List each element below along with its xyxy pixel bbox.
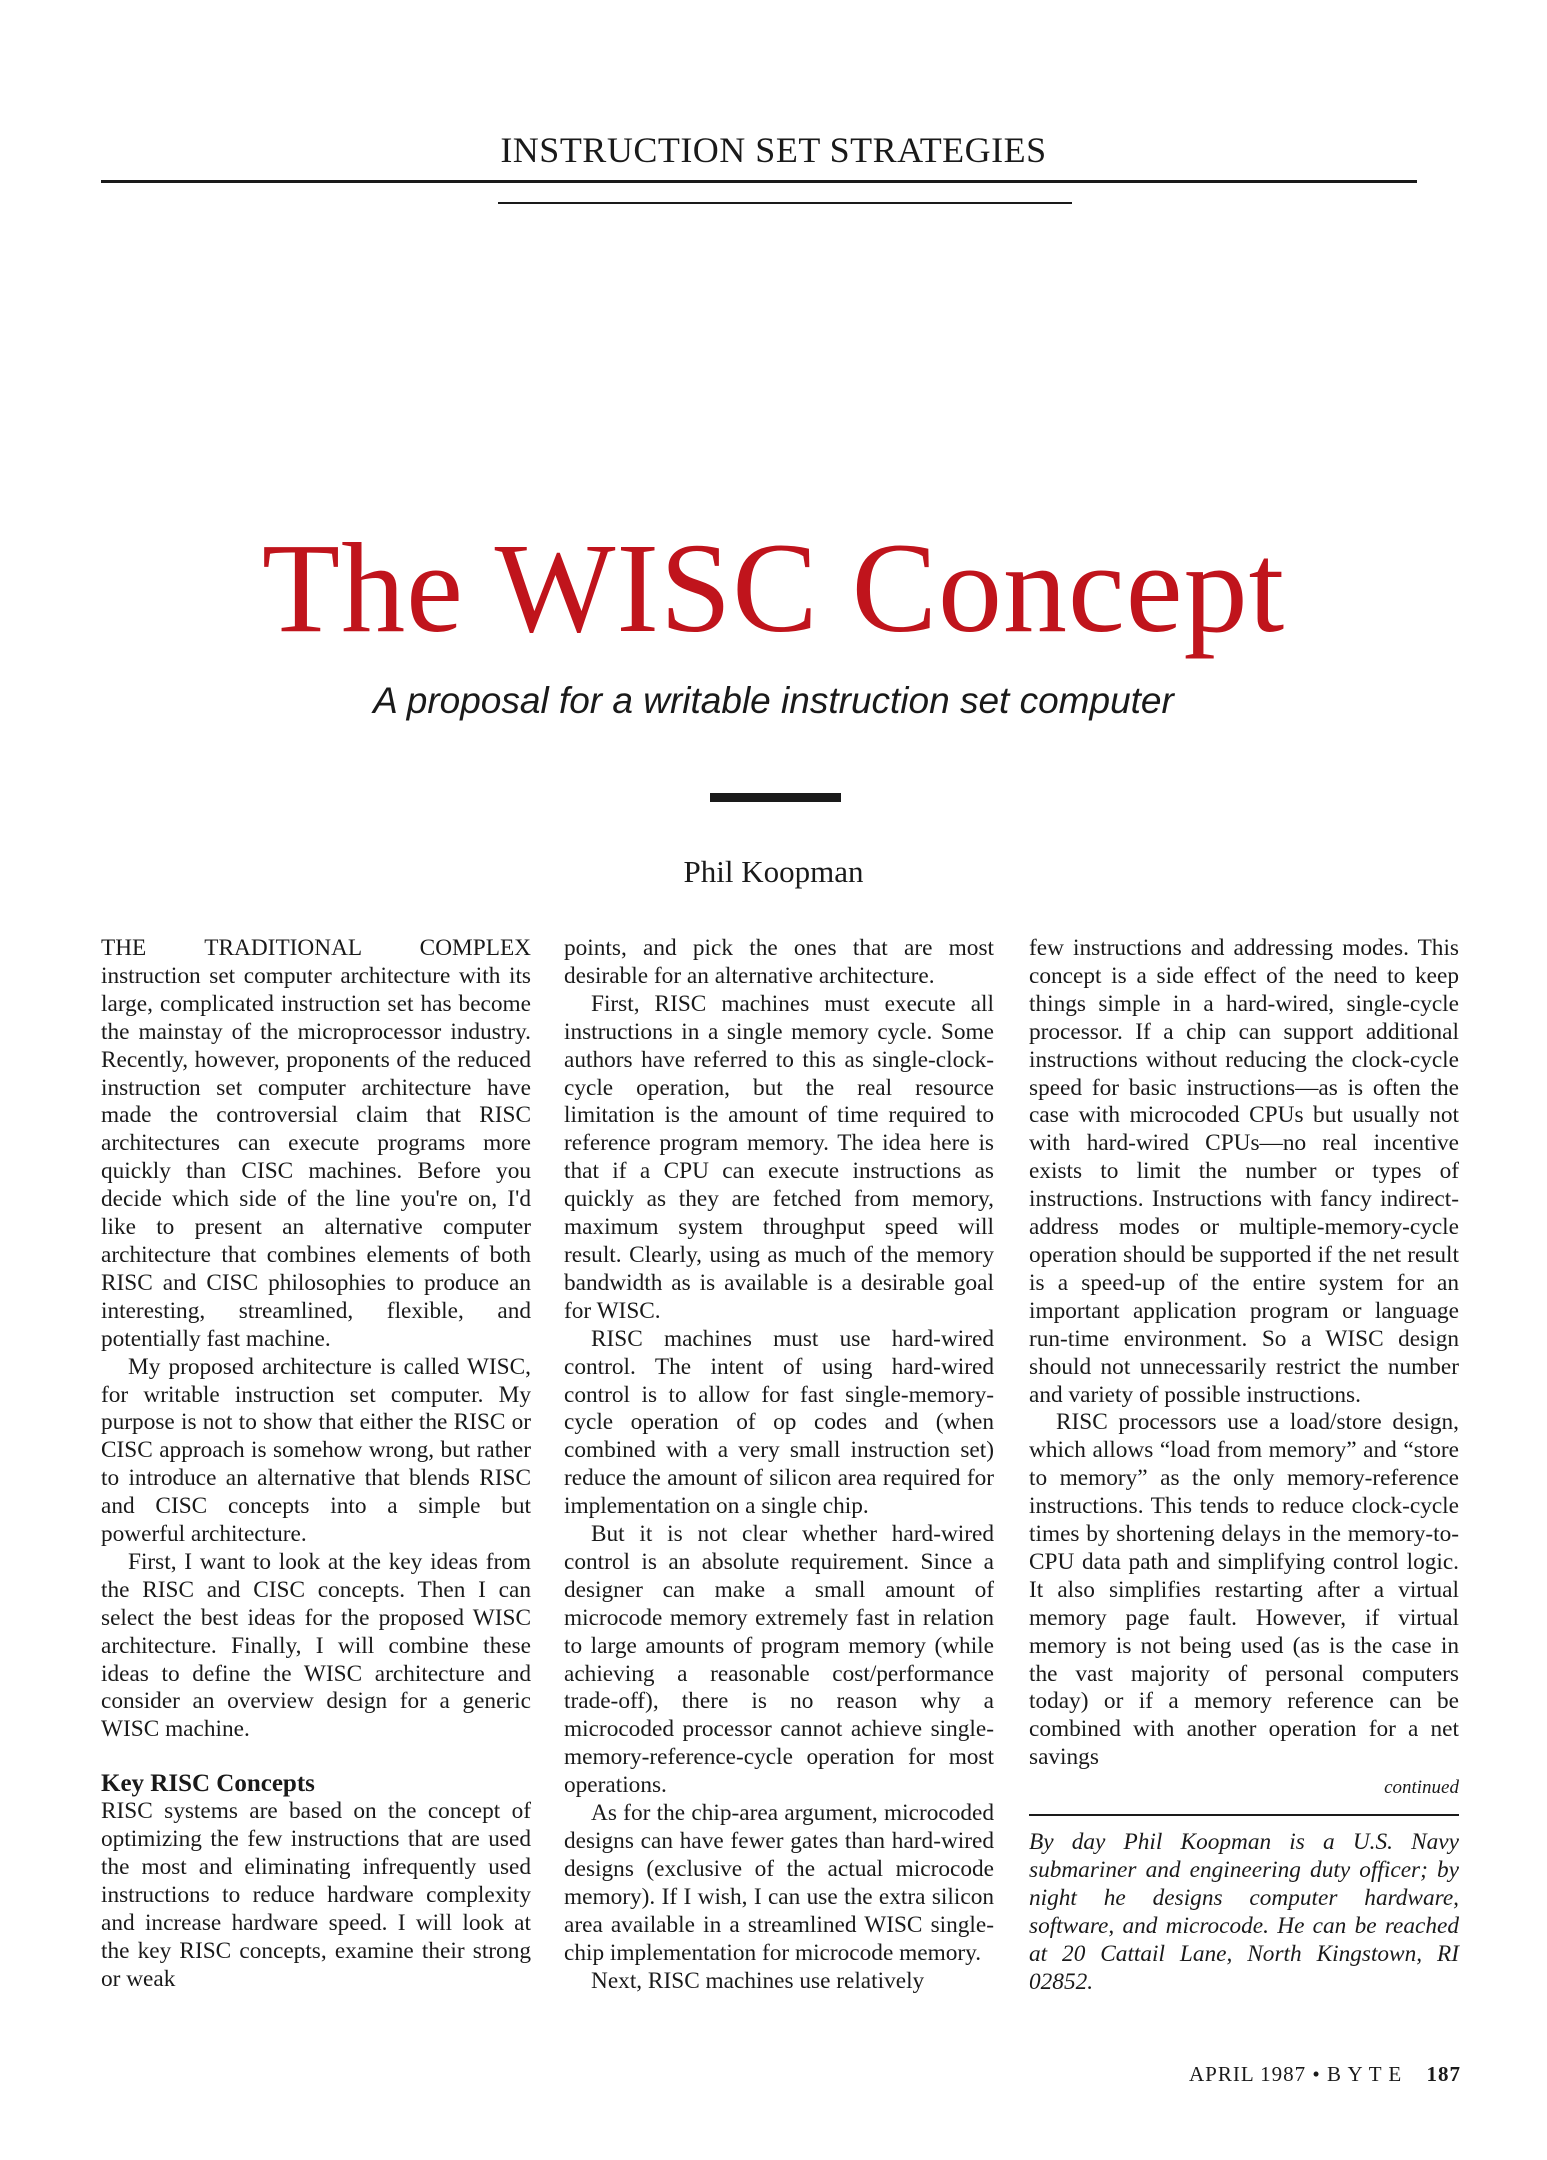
paragraph: But it is not clear whether hard-wired control is an absolute requirement. Since a designer can make a small amount of microcode memory extremely fast in relation to large amounts of program memory (while achieving a reasonable cost/performance trade-off), there is no reason why a microcoded processor cannot achieve single-memory-reference-cycle operation for most operations.	[564, 1521, 994, 1799]
section-heading: Key RISC Concepts	[101, 1770, 315, 1798]
paragraph: few instructions and addressing modes. This concept is a side effect of the need to keep things simple in a hard-wired, single-cycle processor. If a chip can support additional instructions without reducing the clock-cycle speed for basic instructions—as is often the case with microcoded CPUs but usually not with hard-wired CPUs—no real incentive exists to limit the number or types of instructions. Instructions with fancy indirect-address modes or multiple-memory-cycle operation should be supported if the net result is a speed-up of the entire system for an important application program or language run-time environment. So a WISC design should not unnecessarily restrict the number and variety of possible instructions.	[1029, 935, 1459, 1408]
page-number: 187	[1426, 2062, 1461, 2086]
paragraph: RISC processors use a load/store design, which allows “load from memory” and “store to memory” as the only memory-reference instructions. This tends to reduce clock-cycle times by shortening delays in the memory-to-CPU data path and simplifying control logic. It also simplifies restarting after a virtual memory page fault. However, if virtual memory is not being used (as is the case in the vast majority of personal computers today) or if a memory reference can be combined with another operation for a net savings	[1029, 1409, 1459, 1771]
body-column-3	[1029, 935, 1459, 1996]
paragraph: points, and pick the ones that are most desirable for an alternative architecture.	[564, 935, 994, 989]
title-divider-bar	[710, 793, 841, 802]
body-column-1	[101, 935, 531, 1994]
bio-divider	[1029, 1814, 1459, 1816]
author-bio: By day Phil Koopman is a U.S. Navy submariner and engineering duty officer; by night he designs computer hardware, software, and microcode. He can be reached at 20 Cattail Lane, North Kingstown, RI 02852.	[1029, 1829, 1459, 1996]
paragraph: RISC machines must use hard-wired control. The intent of using hard-wired control is to allow for fast single-memory-cycle operation of op codes and (when combined with a very small instruction set) reduce the amount of silicon area required for implementation on a single chip.	[564, 1325, 994, 1520]
paragraph: First, RISC machines must execute all instructions in a single memory cycle. Some authors have referred to this as single-clock-cycle operation, but the real resource limitation is the amount of time required to reference program memory. The idea here is that if a CPU can execute instructions as quickly as they are fetched from memory, maximum system throughput speed will result. Clearly, using as much of the memory bandwidth as is available is a desirable goal for WISC.	[564, 990, 994, 1324]
article-subtitle: A proposal for a writable instruction set computer	[373, 680, 1174, 721]
page-footer	[1189, 2062, 1461, 2087]
continued-marker: continued	[1384, 1777, 1459, 1799]
author-byline: Phil Koopman	[683, 854, 864, 889]
section-header: INSTRUCTION SET STRATEGIES	[500, 130, 1047, 170]
paragraph: My proposed architecture is called WISC, for writable instruction set computer. My purpose is not to show that either the RISC or CISC approach is somehow wrong, but rather to introduce an alternative that blends RISC and CISC concepts into a simple but powerful architecture.	[101, 1353, 531, 1548]
body-column-2	[564, 935, 994, 1995]
paragraph: RISC systems are based on the concept of optimizing the few instructions that are used the most and eliminating infrequently used instructions to reduce hardware complexity and increase hardware speed. I will look at the key RISC concepts, examine their strong or weak	[101, 1798, 531, 1992]
issue-line: APRIL 1987 • B Y T E	[1188, 2062, 1403, 2086]
article-title: The WISC Concept	[261, 517, 1286, 659]
paragraph: First, I want to look at the key ideas from the RISC and CISC concepts. Then I can select the best ideas for the proposed WISC architecture. Finally, I will combine these ideas to define the WISC architecture and consider an overview design for a generic WISC machine.	[101, 1548, 531, 1743]
paragraph: As for the chip-area argument, microcoded designs can have fewer gates than hard-wired designs (exclusive of the actual microcode memory). If I wish, I can use the extra silicon area available in a streamlined WISC single-chip implementation for microcode memory.	[564, 1800, 994, 1966]
paragraph: THE TRADITIONAL COMPLEX instruction set computer architecture with its large, complicated instruction set has become the mainstay of the microprocessor industry. Recently, however, proponents of the reduced instruction set computer architecture have made the controversial claim that RISC architectures can execute programs more quickly than CISC machines. Before you decide which side of the line you're on, I'd like to present an alternative computer architecture that combines elements of both RISC and CISC philosophies to produce an interesting, streamlined, flexible, and potentially fast machine.	[101, 935, 531, 1352]
header-rule-long	[101, 180, 1417, 183]
header-rule-short	[498, 202, 1072, 204]
paragraph: Next, RISC machines use relatively	[591, 1967, 925, 1994]
